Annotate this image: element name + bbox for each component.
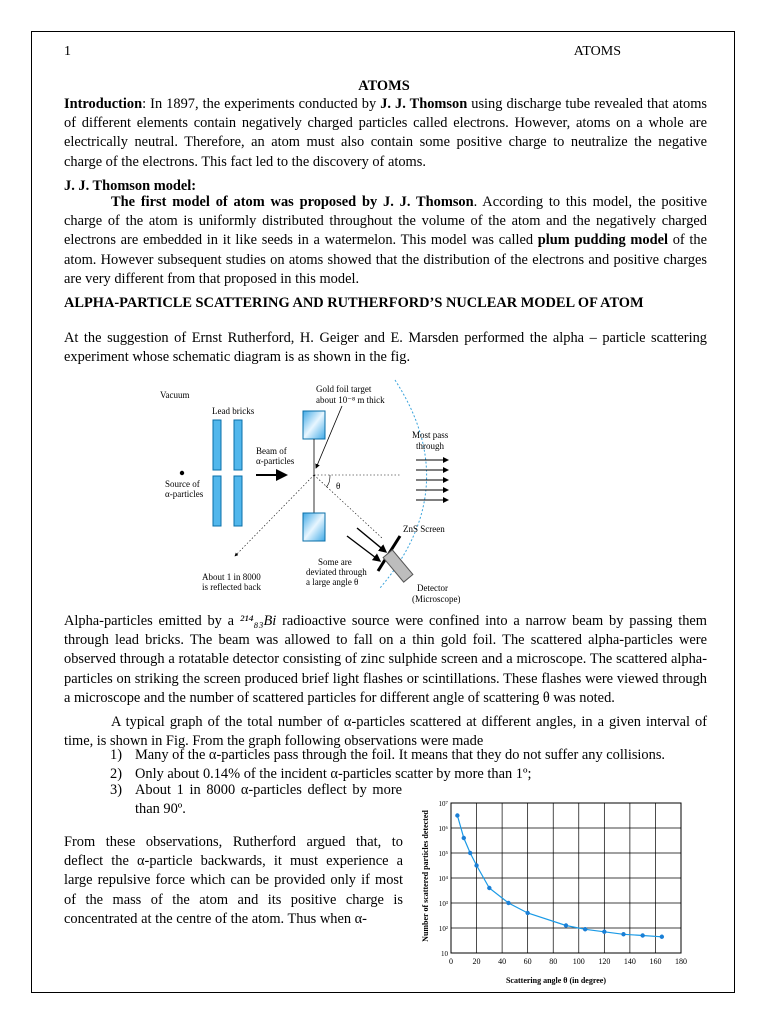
plum-pudding-term: plum pudding model — [537, 232, 668, 249]
lead-brick — [234, 476, 242, 526]
gold-foil-upper — [303, 411, 325, 439]
y-tick-label: 10⁵ — [438, 850, 448, 858]
y-tick-label: 10⁶ — [438, 825, 448, 833]
reflected-path — [235, 475, 314, 556]
label-about-2: is reflected back — [202, 582, 261, 592]
alpha-paragraph — [64, 612, 707, 708]
label-beam-2: α-particles — [256, 456, 295, 466]
data-point — [602, 930, 606, 934]
screen-arrow — [347, 536, 380, 561]
running-title: ATOMS — [573, 44, 621, 59]
thomson-heading: J. J. Thomson model: — [64, 178, 197, 194]
intro-text-2: using discharge tube revealed that atoms of different elements contain negatively charged particles called electrons. However, atoms on a whole are electrically neutral. Therefore, an atom must also contain some positive charge to neutralize the negative charge of the electrons. This fact led to the discovery of atoms. — [64, 96, 707, 170]
alpha-source — [180, 471, 184, 475]
graph-grid — [451, 803, 681, 953]
thomson-text-1: . According to this model, the positive charge of the atom is uniformly distributed throughout the volume of the atom and the negatively charged electrons are embedded in it like seeds in a watermelon. This model was called — [64, 194, 707, 249]
typical-paragraph: A typical graph of the total number of α-particles scattered at different angles, in a given interval of time, is shown in Fig. From the graph following observations were made — [64, 714, 707, 750]
data-points — [455, 813, 664, 939]
data-point — [621, 932, 625, 936]
observation-text: Only about 0.14% of the incident α-particles scatter by more than 1º; — [135, 766, 532, 782]
alpha-text-2: radioactive source were confined into a narrow beam by passing them through lead bricks. The beam was allowed to fall on a thin gold foil. The scattered alpha-particles were observed through a rotatable detector consisting of zinc sulphide screen and a microscope. The scattered alpha-particles on striking the screen produced brief light flashes or scintillations. These flashes were viewed through a microscope and the number of scattered particles for different angle of scattering θ was noted. — [64, 613, 708, 706]
suggestion-paragraph: At the suggestion of Ernst Rutherford, H. Geiger and E. Marsden performed the alpha – particle scattering experiment whose schematic diagram is as shown in the fig. — [64, 330, 707, 366]
x-tick-label: 20 — [472, 957, 481, 966]
thomson-bold-start: The first model of atom was proposed by J. J. Thomson — [111, 194, 474, 210]
x-tick-label: 100 — [572, 957, 585, 966]
data-point — [506, 901, 510, 905]
y-tick-label: 10⁷ — [438, 800, 448, 808]
data-point — [660, 935, 664, 939]
label-gold-foil-2: about 10⁻⁸ m thick — [316, 395, 385, 405]
label-most-pass-1: Most pass — [412, 430, 449, 440]
intro-paragraph — [64, 95, 707, 172]
x-tick-label: 140 — [623, 957, 636, 966]
section-heading: ALPHA-PARTICLE SCATTERING AND RUTHERFORD’S NUCLEAR MODEL OF ATOM — [64, 295, 644, 311]
observation-1 — [110, 746, 710, 765]
fit-curve — [457, 816, 661, 937]
intro-lead: Introduction — [64, 96, 143, 112]
detector-microscope — [383, 550, 413, 582]
label-some-1: Some are — [318, 557, 352, 567]
alpha-text-1: Alpha-particles emitted by a — [64, 613, 240, 629]
label-gold-foil-1: Gold foil target — [316, 384, 372, 394]
data-point — [455, 813, 459, 817]
gold-foil-lower — [303, 513, 325, 541]
label-source-2: α-particles — [165, 489, 204, 499]
x-tick-label: 0 — [449, 957, 453, 966]
x-tick-label: 120 — [598, 957, 611, 966]
observation-text: About 1 in 8000 α-particles deflect by more than 90º. — [135, 782, 402, 817]
label-about-1: About 1 in 8000 — [202, 572, 261, 582]
observation-number: 2) — [110, 766, 122, 782]
y-tick-label: 10⁴ — [438, 875, 448, 883]
x-tick-labels — [449, 957, 687, 966]
x-tick-label: 80 — [549, 957, 558, 966]
x-tick-label: 160 — [649, 957, 662, 966]
x-tick-label: 180 — [675, 957, 687, 966]
thomson-paragraph — [64, 193, 707, 289]
theta-arc — [326, 475, 330, 487]
data-point — [474, 863, 478, 867]
x-tick-label: 60 — [523, 957, 532, 966]
isotope-symbol: ²¹⁴₈₃Bi — [239, 613, 277, 629]
label-vacuum: Vacuum — [160, 390, 190, 400]
label-most-pass-2: through — [416, 441, 444, 451]
page-title: ATOMS — [358, 78, 410, 94]
y-axis-label: Number of scattered particles detected — [421, 810, 430, 942]
x-axis-label: Scattering angle θ (in degree) — [505, 976, 607, 985]
observation-3 — [110, 781, 402, 819]
label-lead-bricks: Lead bricks — [212, 406, 255, 416]
page-number: 1 — [64, 44, 71, 59]
lead-brick — [234, 420, 242, 470]
data-point — [564, 923, 568, 927]
data-point — [462, 836, 466, 840]
observation-number: 1) — [110, 747, 122, 763]
data-point — [525, 911, 529, 915]
screen-arrow — [357, 528, 386, 552]
data-point — [487, 886, 491, 890]
label-theta: θ — [336, 481, 341, 491]
intro-text-1: : In 1897, the experiments conducted by — [142, 96, 381, 112]
x-tick-label: 40 — [498, 957, 507, 966]
y-tick-label: 10³ — [438, 900, 448, 908]
y-tick-label: 10 — [441, 950, 448, 958]
label-zns: ZnS Screen — [403, 524, 445, 534]
label-detector-2: (Microscope) — [412, 594, 460, 604]
data-point — [468, 851, 472, 855]
data-point — [583, 927, 587, 931]
y-tick-label: 10² — [438, 925, 448, 933]
observation-number: 3) — [110, 782, 122, 798]
label-detector-1: Detector — [417, 583, 448, 593]
label-source-1: Source of — [165, 479, 200, 489]
lead-brick — [213, 420, 221, 470]
data-point — [640, 933, 644, 937]
thomson-text-2: of the atom. However subsequent studies on atoms showed that the distribution of the electrons and positive charges are very different from that proposed in this model. — [64, 232, 707, 287]
scattering-diagram — [150, 378, 460, 608]
lead-brick — [213, 476, 221, 526]
observation-text: Many of the α-particles pass through the foil. It means that they do not suffer any collisions. — [135, 747, 666, 763]
scattering-graph — [416, 791, 696, 991]
intro-name: J. J. Thomson — [380, 96, 468, 112]
rutherford-paragraph: From these observations, Rutherford argued that, to deflect the α-particle backwards, it must experience a large repulsive force which can be provided only if most of the mass of the atom and its positive charge is concentrated at the centre of the atom. Thus when α- — [64, 834, 403, 927]
label-beam-1: Beam of — [256, 446, 287, 456]
label-some-3: a large angle θ — [306, 577, 359, 587]
y-tick-labels — [439, 800, 449, 958]
label-some-2: deviated through — [306, 567, 367, 577]
